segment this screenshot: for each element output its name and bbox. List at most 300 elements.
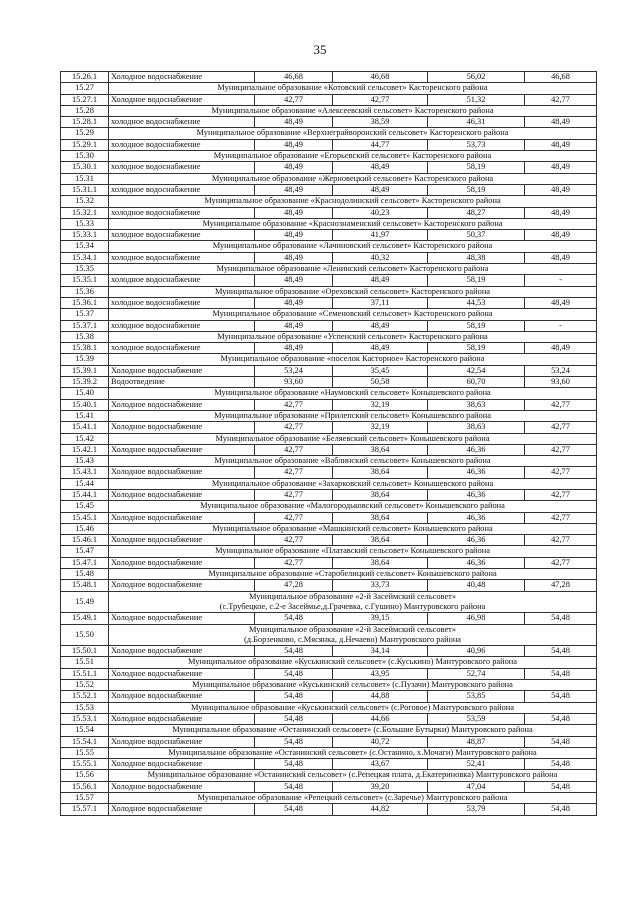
municipality-title: Муниципальное образование «Прилепский сельсовет» Конышевского района: [109, 410, 597, 421]
row-number: 15.55.1: [61, 759, 109, 770]
tariff-value: 38,64: [333, 444, 428, 455]
tariff-row: [61, 275, 597, 286]
tariff-value: 48,49: [255, 184, 333, 195]
tariff-row: [61, 613, 597, 624]
tariff-row: [61, 399, 597, 410]
municipality-title: Муниципальное образование «Захарковский сельсовет» Конышевского района: [109, 478, 597, 489]
service-name: Холодное водоснабжение: [109, 94, 255, 105]
row-number: 15.36: [61, 286, 109, 297]
tariff-value: 48,49: [255, 117, 333, 128]
tariff-value: 38,64: [333, 467, 428, 478]
service-name: Холодное водоснабжение: [109, 399, 255, 410]
row-number: 15.52: [61, 680, 109, 691]
tariff-value: 48,49: [255, 207, 333, 218]
row-number: 15.39.2: [61, 377, 109, 388]
municipality-header-row: [61, 309, 597, 320]
row-number: 15.35.1: [61, 275, 109, 286]
tariff-value: 48,49: [333, 320, 428, 331]
tariff-value: 35,45: [333, 365, 428, 376]
row-number: 15.49: [61, 591, 109, 613]
municipality-title-line2: (д.Борзенково, с.Мясянка, д.Нечаево) Мантуровского района: [243, 634, 462, 644]
row-number: 15.39: [61, 354, 109, 365]
tariff-value: 42,77: [525, 467, 597, 478]
tariff-row: [61, 94, 597, 105]
tariff-value: 44,82: [333, 804, 428, 815]
tariff-row: [61, 489, 597, 500]
row-number: 15.36.1: [61, 297, 109, 308]
service-name: холодное водоснабжение: [109, 230, 255, 241]
tariff-row: [61, 297, 597, 308]
tariff-value: 42,77: [255, 422, 333, 433]
row-number: 15.38: [61, 331, 109, 342]
tariff-value: 53,24: [255, 365, 333, 376]
row-number: 15.32: [61, 196, 109, 207]
row-number: 15.51: [61, 657, 109, 668]
row-number: 15.41.1: [61, 422, 109, 433]
tariff-value: 46,98: [428, 613, 525, 624]
tariff-value: 47,04: [428, 781, 525, 792]
tariff-row: [61, 72, 597, 83]
tariff-value: 48,49: [525, 230, 597, 241]
service-name: холодное водоснабжение: [109, 207, 255, 218]
tariff-value: 42,77: [255, 444, 333, 455]
service-name: Холодное водоснабжение: [109, 535, 255, 546]
tariff-value: 48,49: [525, 162, 597, 173]
tariff-value: 53,85: [428, 691, 525, 702]
tariff-value: 42,77: [255, 512, 333, 523]
service-name: холодное водоснабжение: [109, 297, 255, 308]
tariff-value: 54,48: [255, 736, 333, 747]
tariff-value: 44,66: [333, 713, 428, 724]
tariff-value: 42,77: [333, 94, 428, 105]
tariff-value: 46,68: [333, 72, 428, 83]
tariff-value: 48,49: [255, 162, 333, 173]
tariff-row: [61, 343, 597, 354]
municipality-title: [109, 624, 597, 646]
tariff-value: 42,77: [255, 535, 333, 546]
tariff-row: [61, 252, 597, 263]
tariff-value: 54,48: [255, 646, 333, 657]
service-name: Холодное водоснабжение: [109, 646, 255, 657]
tariff-value: 42,77: [525, 535, 597, 546]
municipality-header-row: [61, 546, 597, 557]
tariff-row: [61, 557, 597, 568]
service-name: Холодное водоснабжение: [109, 72, 255, 83]
tariff-row: [61, 759, 597, 770]
row-number: 15.50.1: [61, 646, 109, 657]
tariff-value: 48,87: [428, 736, 525, 747]
tariff-row: [61, 713, 597, 724]
service-name: холодное водоснабжение: [109, 343, 255, 354]
tariff-row: [61, 207, 597, 218]
tariff-value: 42,54: [428, 365, 525, 376]
row-number: 15.30: [61, 151, 109, 162]
municipality-header-row: [61, 128, 597, 139]
row-number: 15.27.1: [61, 94, 109, 105]
tariff-value: 43,67: [333, 759, 428, 770]
row-number: 15.46.1: [61, 535, 109, 546]
row-number: 15.32.1: [61, 207, 109, 218]
tariff-value: 42,77: [525, 512, 597, 523]
municipality-header-row: [61, 286, 597, 297]
tariff-table: [60, 71, 597, 816]
tariff-row: [61, 646, 597, 657]
service-name: холодное водоснабжение: [109, 117, 255, 128]
municipality-header-row: [61, 747, 597, 758]
municipality-header-row: [61, 410, 597, 421]
tariff-value: 58,19: [428, 275, 525, 286]
row-number: 15.49.1: [61, 613, 109, 624]
tariff-value: 48,49: [525, 184, 597, 195]
row-number: 15.52.1: [61, 691, 109, 702]
row-number: 15.28: [61, 105, 109, 116]
row-number: 15.40.1: [61, 399, 109, 410]
municipality-header-row: [61, 569, 597, 580]
service-name: Холодное водоснабжение: [109, 736, 255, 747]
municipality-title: Муниципальное образование «Егорьевский сельсовет» Касторенского района: [109, 151, 597, 162]
tariff-row: [61, 580, 597, 591]
tariff-value: 44,88: [333, 691, 428, 702]
row-number: 15.53: [61, 702, 109, 713]
tariff-value: 39,20: [333, 781, 428, 792]
tariff-value: 42,77: [525, 444, 597, 455]
service-name: Холодное водоснабжение: [109, 580, 255, 591]
tariff-value: 53,73: [428, 139, 525, 150]
tariff-value: 54,48: [525, 691, 597, 702]
row-number: 15.30.1: [61, 162, 109, 173]
municipality-title-line1: Муниципальное образование «2-й Засеймский сельсовет»: [248, 591, 457, 601]
tariff-value: 48,49: [333, 343, 428, 354]
tariff-value: 40,23: [333, 207, 428, 218]
row-number: 15.42: [61, 433, 109, 444]
tariff-value: 42,77: [525, 557, 597, 568]
row-number: 15.43: [61, 456, 109, 467]
municipality-title: Муниципальное образование «Успенский сельсовет» Касторенского района: [109, 331, 597, 342]
tariff-value: 46,68: [255, 72, 333, 83]
row-number: 15.27: [61, 83, 109, 94]
service-name: Холодное водоснабжение: [109, 759, 255, 770]
municipality-header-row: [61, 657, 597, 668]
row-number: 15.53.1: [61, 713, 109, 724]
service-name: холодное водоснабжение: [109, 162, 255, 173]
tariff-row: [61, 117, 597, 128]
tariff-value: 34,14: [333, 646, 428, 657]
row-number: 15.55: [61, 747, 109, 758]
service-name: Холодное водоснабжение: [109, 691, 255, 702]
municipality-title: Муниципальное образование «Котовский сельсовет» Касторенского района: [109, 83, 597, 94]
tariff-row: [61, 139, 597, 150]
row-number: 15.44.1: [61, 489, 109, 500]
tariff-value: 48,27: [428, 207, 525, 218]
tariff-value: 42,77: [255, 399, 333, 410]
row-number: 15.56.1: [61, 781, 109, 792]
row-number: 15.48: [61, 569, 109, 580]
municipality-title: Муниципальное образование «Верхнеграйворонский сельсовет» Касторенского района: [109, 128, 597, 139]
tariff-value: 48,49: [525, 139, 597, 150]
tariff-value: 42,77: [525, 422, 597, 433]
service-name: Холодное водоснабжение: [109, 512, 255, 523]
municipality-title-line1: Муниципальное образование «2-й Засеймский сельсовет»: [248, 624, 457, 634]
tariff-value: 54,48: [255, 691, 333, 702]
tariff-value: 54,48: [525, 613, 597, 624]
tariff-value: 40,72: [333, 736, 428, 747]
row-number: 15.37: [61, 309, 109, 320]
municipality-header-row: [61, 354, 597, 365]
tariff-value: 46,36: [428, 535, 525, 546]
tariff-value: 54,48: [525, 804, 597, 815]
tariff-row: [61, 444, 597, 455]
tariff-value: -: [525, 275, 597, 286]
municipality-title: Муниципальное образование «Ваблинский сельсовет» Конышевского района: [109, 456, 597, 467]
tariff-value: 47,28: [255, 580, 333, 591]
tariff-value: 38,64: [333, 535, 428, 546]
tariff-value: 33,73: [333, 580, 428, 591]
service-name: Водоотведение: [109, 377, 255, 388]
tariff-value: 40,32: [333, 252, 428, 263]
tariff-value: 58,19: [428, 343, 525, 354]
tariff-value: 48,49: [255, 297, 333, 308]
row-number: 15.54.1: [61, 736, 109, 747]
municipality-header-row: [61, 196, 597, 207]
tariff-value: 38,59: [333, 117, 428, 128]
municipality-header-row: [61, 680, 597, 691]
tariff-value: 48,49: [255, 230, 333, 241]
tariff-row: [61, 184, 597, 195]
municipality-header-row: [61, 151, 597, 162]
tariff-value: 47,28: [525, 580, 597, 591]
row-number: 15.37.1: [61, 320, 109, 331]
municipality-header-row: [61, 173, 597, 184]
municipality-header-row: [61, 725, 597, 736]
municipality-header-row: [61, 264, 597, 275]
municipality-title: Муниципальное образование «Останинский сельсовет» (с.Большие Бутырки) Мантуровского района: [109, 725, 597, 736]
service-name: Холодное водоснабжение: [109, 713, 255, 724]
tariff-value: 48,49: [525, 207, 597, 218]
service-name: холодное водоснабжение: [109, 252, 255, 263]
tariff-row: [61, 691, 597, 702]
municipality-header-row: [61, 702, 597, 713]
municipality-title: Муниципальное образование «Алексеевский сельсовет» Касторенского района: [109, 105, 597, 116]
municipality-header-row: [61, 793, 597, 804]
municipality-header-row: [61, 105, 597, 116]
municipality-title: [109, 591, 597, 613]
tariff-row: [61, 668, 597, 679]
tariff-value: 46,31: [428, 117, 525, 128]
tariff-row: [61, 162, 597, 173]
tariff-value: 48,49: [333, 275, 428, 286]
tariff-value: 56,02: [428, 72, 525, 83]
municipality-title-line2: (с.Трубецкое, с.2-е Засеймье,д.Грачевка, с.Гушино) Мантуровского района: [219, 601, 486, 611]
tariff-value: 42,77: [525, 489, 597, 500]
tariff-value: 42,77: [525, 399, 597, 410]
tariff-value: 46,36: [428, 467, 525, 478]
tariff-value: 48,49: [255, 252, 333, 263]
municipality-title: Муниципальное образование «Куськинский сельсовет» (с.Куськино) Мантуровского района: [109, 657, 597, 668]
municipality-title: Муниципальное образование «Жерновецкий сельсовет» Касторенского района: [109, 173, 597, 184]
municipality-header-row: [61, 523, 597, 534]
tariff-value: 48,49: [255, 320, 333, 331]
tariff-value: 48,49: [525, 343, 597, 354]
municipality-title: Муниципальное образование «Репецкий сельсовет» (с.Заречье) Мантуровского района: [109, 793, 597, 804]
tariff-value: 38,64: [333, 557, 428, 568]
row-number: 15.29.1: [61, 139, 109, 150]
municipality-title: Муниципальное образование «Ореховский сельсовет» Касторенского района: [109, 286, 597, 297]
tariff-value: 50,58: [333, 377, 428, 388]
tariff-row: [61, 422, 597, 433]
tariff-value: 42,77: [255, 557, 333, 568]
tariff-value: 93,60: [255, 377, 333, 388]
tariff-value: 48,49: [255, 139, 333, 150]
tariff-value: 53,59: [428, 713, 525, 724]
tariff-row: [61, 781, 597, 792]
row-number: 15.34.1: [61, 252, 109, 263]
municipality-title: Муниципальное образование «Куськинский сельсовет» (с.Пузачи) Мантуровского района: [109, 680, 597, 691]
tariff-value: 54,48: [525, 781, 597, 792]
tariff-value: 52,41: [428, 759, 525, 770]
tariff-value: 48,49: [525, 117, 597, 128]
row-number: 15.44: [61, 478, 109, 489]
service-name: Холодное водоснабжение: [109, 422, 255, 433]
municipality-title: Муниципальное образование «Краснодолинский сельсовет» Касторенского района: [109, 196, 597, 207]
tariff-value: 53,24: [525, 365, 597, 376]
tariff-value: 54,48: [255, 781, 333, 792]
municipality-header-row: [61, 501, 597, 512]
tariff-value: 58,19: [428, 184, 525, 195]
municipality-header-row: [61, 624, 597, 646]
tariff-value: 50,37: [428, 230, 525, 241]
municipality-title: Муниципальное образование «Останинский сельсовет» (с.Репецкая плата, д.Екатериновка) Мантуровского района: [109, 770, 597, 781]
tariff-value: 42,77: [525, 94, 597, 105]
tariff-value: 48,49: [525, 297, 597, 308]
municipality-header-row: [61, 241, 597, 252]
municipality-title: Муниципальное образование «Семеновский сельсовет» Касторенского района: [109, 309, 597, 320]
row-number: 15.57.1: [61, 804, 109, 815]
municipality-header-row: [61, 83, 597, 94]
row-number: 15.31.1: [61, 184, 109, 195]
tariff-value: 48,49: [255, 343, 333, 354]
municipality-header-row: [61, 388, 597, 399]
municipality-title: Муниципальное образование «Ленинский сельсовет» Касторенского района: [109, 264, 597, 275]
tariff-value: 48,38: [428, 252, 525, 263]
row-number: 15.38.1: [61, 343, 109, 354]
row-number: 15.47.1: [61, 557, 109, 568]
row-number: 15.50: [61, 624, 109, 646]
tariff-value: 44,77: [333, 139, 428, 150]
tariff-value: 54,48: [525, 713, 597, 724]
tariff-value: 58,19: [428, 320, 525, 331]
municipality-title: Муниципальное образование «Беляевский сельсовет» Конышевского района: [109, 433, 597, 444]
tariff-value: 46,36: [428, 557, 525, 568]
tariff-row: [61, 736, 597, 747]
municipality-header-row: [61, 478, 597, 489]
tariff-value: 46,68: [525, 72, 597, 83]
municipality-header-row: [61, 218, 597, 229]
service-name: Холодное водоснабжение: [109, 365, 255, 376]
service-name: холодное водоснабжение: [109, 184, 255, 195]
row-number: 15.43.1: [61, 467, 109, 478]
row-number: 15.42.1: [61, 444, 109, 455]
tariff-value: 53,79: [428, 804, 525, 815]
service-name: Холодное водоснабжение: [109, 557, 255, 568]
municipality-title: Муниципальное образование «Куськинский сельсовет» (с.Роговое) Мантуровского района: [109, 702, 597, 713]
tariff-value: 54,48: [255, 804, 333, 815]
row-number: 15.57: [61, 793, 109, 804]
tariff-value: 46,36: [428, 512, 525, 523]
tariff-value: 54,48: [255, 668, 333, 679]
row-number: 15.39.1: [61, 365, 109, 376]
municipality-title: Муниципальное образование «Машкинский сельсовет» Конышевского района: [109, 523, 597, 534]
service-name: Холодное водоснабжение: [109, 444, 255, 455]
tariff-value: 93,60: [525, 377, 597, 388]
page-number: 35: [313, 42, 327, 57]
municipality-title: Муниципальное образование «Краснознаменский сельсовет» Касторенского района: [109, 218, 597, 229]
tariff-value: 38,63: [428, 399, 525, 410]
tariff-value: 38,64: [333, 489, 428, 500]
tariff-value: 54,48: [255, 759, 333, 770]
row-number: 15.28.1: [61, 117, 109, 128]
row-number: 15.48.1: [61, 580, 109, 591]
row-number: 15.33: [61, 218, 109, 229]
tariff-value: 44,53: [428, 297, 525, 308]
service-name: холодное водоснабжение: [109, 320, 255, 331]
tariff-value: 48,49: [255, 275, 333, 286]
tariff-value: 40,96: [428, 646, 525, 657]
tariff-value: 32,19: [333, 422, 428, 433]
service-name: Холодное водоснабжение: [109, 489, 255, 500]
service-name: Холодное водоснабжение: [109, 668, 255, 679]
service-name: Холодное водоснабжение: [109, 781, 255, 792]
tariff-row: [61, 320, 597, 331]
tariff-row: [61, 230, 597, 241]
row-number: 15.51.1: [61, 668, 109, 679]
tariff-value: 60,70: [428, 377, 525, 388]
tariff-value: 32,19: [333, 399, 428, 410]
service-name: Холодное водоснабжение: [109, 467, 255, 478]
tariff-table-body: [61, 72, 597, 816]
tariff-value: 54,48: [525, 736, 597, 747]
tariff-value: 42,77: [255, 94, 333, 105]
tariff-value: 54,48: [255, 613, 333, 624]
tariff-value: 48,49: [333, 184, 428, 195]
tariff-row: [61, 535, 597, 546]
service-name: Холодное водоснабжение: [109, 613, 255, 624]
tariff-row: [61, 804, 597, 815]
tariff-value: 54,48: [255, 713, 333, 724]
row-number: 15.29: [61, 128, 109, 139]
row-number: 15.31: [61, 173, 109, 184]
municipality-header-row: [61, 591, 597, 613]
tariff-value: 58,19: [428, 162, 525, 173]
row-number: 15.35: [61, 264, 109, 275]
tariff-value: 37,11: [333, 297, 428, 308]
tariff-value: 41,97: [333, 230, 428, 241]
municipality-title: Муниципальное образование «Наумовский сельсовет» Конышевского района: [109, 388, 597, 399]
municipality-title: Муниципальное образование «Старобелицкий сельсовет» Конышевского района: [109, 569, 597, 580]
municipality-header-row: [61, 433, 597, 444]
tariff-row: [61, 512, 597, 523]
row-number: 15.56: [61, 770, 109, 781]
tariff-value: 38,64: [333, 512, 428, 523]
municipality-header-row: [61, 770, 597, 781]
tariff-value: 42,77: [255, 467, 333, 478]
row-number: 15.46: [61, 523, 109, 534]
municipality-title: Муниципальное образование «поселок Касторное» Касторенского района: [109, 354, 597, 365]
service-name: холодное водоснабжение: [109, 275, 255, 286]
tariff-value: 46,36: [428, 444, 525, 455]
service-name: Холодное водоснабжение: [109, 804, 255, 815]
row-number: 15.41: [61, 410, 109, 421]
tariff-row: [61, 365, 597, 376]
